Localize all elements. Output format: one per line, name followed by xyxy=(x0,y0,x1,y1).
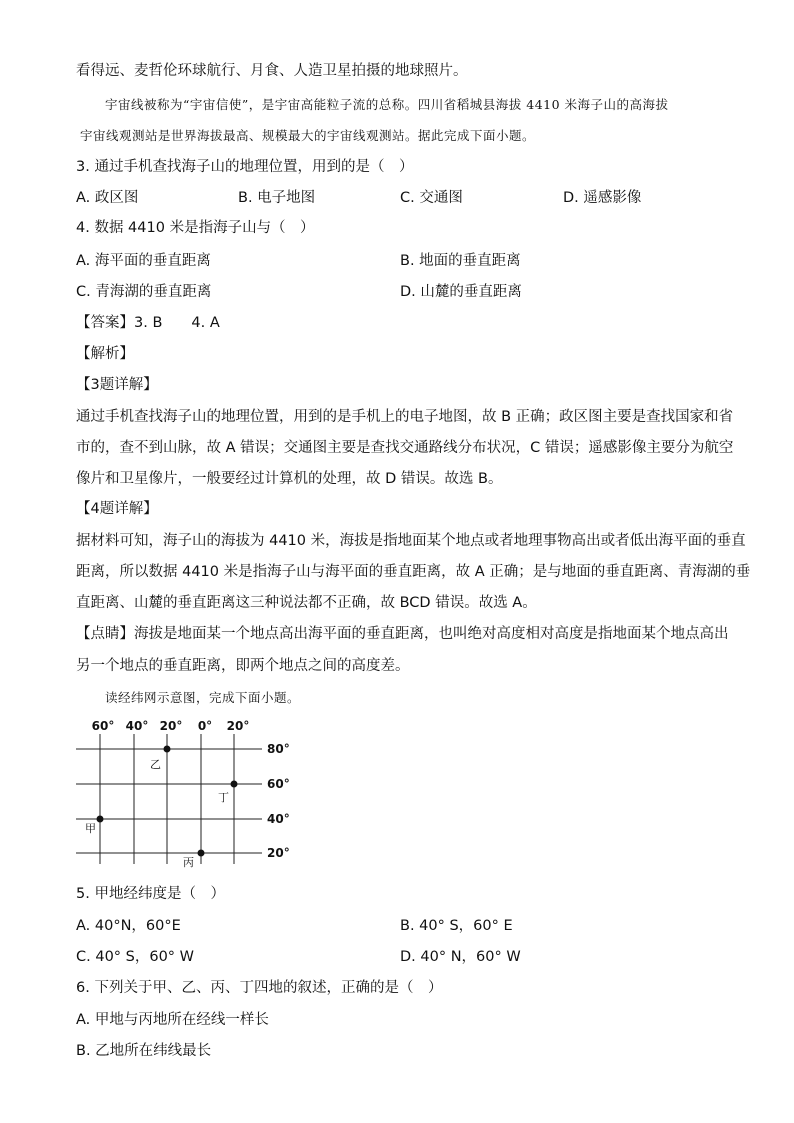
point-yi xyxy=(164,746,171,753)
question-6: 6. 下列关于甲、乙、丙、丁四地的叙述，正确的是（ ） xyxy=(76,980,443,996)
q4-option-d: D. 山麓的垂直距离 xyxy=(400,284,522,300)
answer-line: 【答案】3. B 4. A xyxy=(76,315,220,331)
q5-option-b: B. 40° S，60° E xyxy=(400,918,513,934)
detail-4-heading: 【4题详解】 xyxy=(76,501,158,517)
q3-option-d: D. 遥感影像 xyxy=(563,190,642,206)
graticule-figure xyxy=(70,712,300,872)
detail-3-text: 市的，查不到山脉，故 A 错误；交通图主要是查找交通路线分布状况，C 错误；遥感影像主要分为航空 xyxy=(76,440,734,456)
lat-label: 20° xyxy=(267,846,290,860)
lon-label: 40° xyxy=(125,719,149,733)
point-label-yi: 乙 xyxy=(150,758,161,771)
q6-option-b: B. 乙地所在纬线最长 xyxy=(76,1043,212,1059)
lat-label: 60° xyxy=(267,777,290,791)
lon-label: 20° xyxy=(159,719,183,733)
lat-label: 40° xyxy=(267,812,290,826)
key-point-text: 【点睛】海拔是地面某一个地点高出海平面的垂直距离，也叫绝对高度相对高度是指地面某个地点高出 xyxy=(76,626,729,642)
material-text: 宇宙线观测站是世界海拔最高、规模最大的宇宙线观测站。据此完成下面小题。 xyxy=(80,128,536,143)
detail-3-text: 像片和卫星像片，一般要经过计算机的处理，故 D 错误。故选 B。 xyxy=(76,471,503,487)
key-point-text: 另一个地点的垂直距离，即两个地点之间的高度差。 xyxy=(76,658,410,674)
lat-label: 80° xyxy=(267,742,290,756)
lon-label: 0° xyxy=(197,719,213,733)
analysis-heading: 【解析】 xyxy=(76,346,134,362)
point-label-bing: 丙 xyxy=(183,856,194,869)
detail-4-text: 据材料可知，海子山的海拔为 4410 米，海拔是指地面某个地点或者地理事物高出或者低出海平面的垂直 xyxy=(76,533,746,549)
point-label-ding: 丁 xyxy=(218,791,229,804)
q3-option-b: B. 电子地图 xyxy=(238,190,316,206)
q5-option-d: D. 40° N，60° W xyxy=(400,949,521,965)
lon-label: 20° xyxy=(226,719,250,733)
question-5: 5. 甲地经纬度是（ ） xyxy=(76,886,225,902)
material-text: 读经纬网示意图，完成下面小题。 xyxy=(105,690,301,705)
q4-option-b: B. 地面的垂直距离 xyxy=(400,253,521,269)
detail-4-text: 距离，所以数据 4410 米是指海子山与海平面的垂直距离，故 A 正确；是与地面的垂直距离、青海湖的垂 xyxy=(76,564,751,580)
material-text: 宇宙线被称为“宇宙信使”，是宇宙高能粒子流的总称。四川省稻城县海拔 4410 米海子山的高海拔 xyxy=(105,97,669,112)
q5-option-c: C. 40° S，60° W xyxy=(76,949,195,965)
text-line: 看得远、麦哲伦环球航行、月食、人造卫星拍摄的地球照片。 xyxy=(76,63,468,79)
point-bing xyxy=(198,850,205,857)
point-ding xyxy=(231,781,238,788)
lon-label: 60° xyxy=(91,719,115,733)
q4-option-a: A. 海平面的垂直距离 xyxy=(76,253,211,269)
q5-option-a: A. 40°N，60°E xyxy=(76,918,181,934)
detail-3-heading: 【3题详解】 xyxy=(76,377,158,393)
detail-4-text: 直距离、山麓的垂直距离这三种说法都不正确，故 BCD 错误。故选 A。 xyxy=(76,595,537,611)
point-label-jia: 甲 xyxy=(85,822,96,835)
q6-option-a: A. 甲地与丙地所在经线一样长 xyxy=(76,1012,269,1028)
question-3: 3. 通过手机查找海子山的地理位置，用到的是（ ） xyxy=(76,159,414,175)
point-jia xyxy=(97,816,104,823)
q4-option-c: C. 青海湖的垂直距离 xyxy=(76,284,212,300)
q3-option-c: C. 交通图 xyxy=(400,190,463,206)
question-4: 4. 数据 4410 米是指海子山与（ ） xyxy=(76,220,315,236)
q3-option-a: A. 政区图 xyxy=(76,190,139,206)
detail-3-text: 通过手机查找海子山的地理位置，用到的是手机上的电子地图，故 B 正确；政区图主要是查找国家和省 xyxy=(76,409,734,425)
